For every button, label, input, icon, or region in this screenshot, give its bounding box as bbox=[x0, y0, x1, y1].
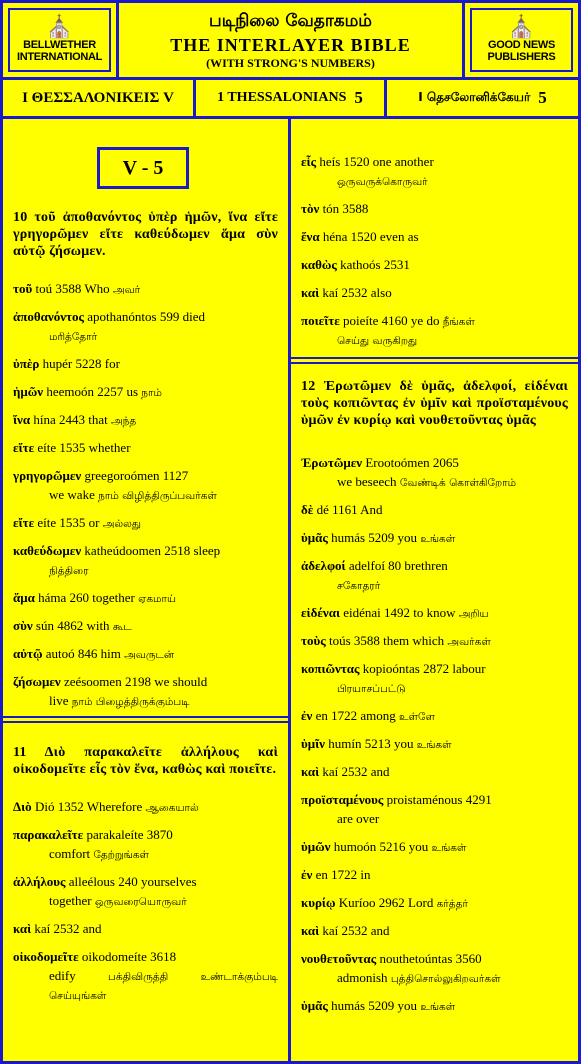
word-entry bbox=[301, 894, 568, 913]
divider bbox=[3, 721, 288, 723]
greek-word: τοῦ bbox=[13, 281, 33, 296]
word-entry bbox=[301, 735, 568, 754]
word-entry bbox=[301, 501, 568, 520]
gloss: we beseech bbox=[337, 474, 397, 489]
gloss-continuation bbox=[301, 172, 568, 191]
tamil-gloss: ஆகையால் bbox=[145, 802, 199, 814]
gloss: kopioóntas 2872 labour bbox=[362, 661, 486, 676]
word-entry bbox=[13, 673, 278, 711]
gloss: humás 5209 you bbox=[331, 998, 418, 1013]
tamil-gloss: அவருடன் bbox=[124, 649, 175, 661]
word-entry bbox=[13, 920, 278, 939]
tamil-gloss: உங்கள் bbox=[431, 842, 467, 854]
tamil-gloss: உங்கள் bbox=[416, 739, 452, 751]
tamil-gloss: அவர்கள் bbox=[447, 636, 491, 648]
gloss: adelfoí 80 brethren bbox=[348, 558, 448, 573]
tamil-gloss: மரித்தோர் bbox=[49, 331, 98, 343]
gloss: Kuríoo 2962 Lord bbox=[338, 895, 434, 910]
word-entry bbox=[301, 950, 568, 988]
greek-word: ἀδελφοί bbox=[301, 558, 346, 573]
gloss: toú 3588 Who bbox=[35, 281, 110, 296]
title-block bbox=[119, 3, 462, 77]
gloss: admonish bbox=[337, 970, 388, 985]
greek-word: εἴτε bbox=[13, 515, 35, 530]
right-column bbox=[291, 119, 578, 1061]
shepherd-icon: ⛪ bbox=[45, 15, 74, 40]
gloss-continuation bbox=[301, 679, 568, 698]
good-news-logo bbox=[465, 3, 578, 77]
greek-word: ποιεῖτε bbox=[301, 313, 340, 328]
word-entry bbox=[301, 604, 568, 623]
tamil-book-title: I தெசலோனிக்கேயர் bbox=[418, 90, 531, 104]
greek-word: νουθετοῦντας bbox=[301, 951, 377, 966]
word-entry bbox=[13, 308, 278, 346]
word-entry bbox=[301, 284, 568, 303]
greek-word: ἐν bbox=[301, 708, 313, 723]
greek-word: καὶ bbox=[13, 921, 32, 936]
gloss-continuation bbox=[301, 810, 568, 829]
gloss: edify bbox=[49, 968, 76, 983]
tamil-gloss: ஏகமாய் bbox=[138, 593, 176, 605]
greek-word: καὶ bbox=[301, 285, 320, 300]
gloss: oikodomeíte 3618 bbox=[81, 949, 177, 964]
gloss: apothanóntos 599 died bbox=[87, 309, 205, 324]
gloss: háma 260 together bbox=[38, 590, 135, 605]
greek-word: ἕνα bbox=[301, 229, 320, 244]
word-entry bbox=[13, 948, 278, 1005]
greek-word: καθὼς bbox=[301, 257, 337, 272]
gloss: humoón 5216 you bbox=[333, 839, 429, 854]
word-entry bbox=[301, 632, 568, 651]
tamil-gloss: உள்ளே bbox=[399, 711, 435, 723]
word-entry bbox=[13, 798, 278, 817]
tamil-gloss: செய்து வருகிறது bbox=[337, 335, 418, 347]
gloss-continuation bbox=[301, 576, 568, 595]
tamil-gloss: வேண்டிக் கொள்கிறோம் bbox=[399, 477, 517, 489]
word-entry bbox=[301, 707, 568, 726]
greek-word: Ἐρωτῶμεν bbox=[301, 455, 363, 470]
gloss: heís 1520 one another bbox=[319, 154, 434, 169]
word-entry bbox=[13, 617, 278, 636]
gloss: zeésoomen 2198 we should bbox=[63, 674, 208, 689]
word-entry bbox=[301, 763, 568, 782]
divider bbox=[291, 357, 578, 359]
gloss: hína 2443 that bbox=[33, 412, 108, 427]
gloss-continuation bbox=[13, 327, 278, 346]
word-entry bbox=[301, 228, 568, 247]
bellwether-logo bbox=[3, 3, 116, 77]
greek-word: εἴτε bbox=[13, 440, 35, 455]
tamil-gloss: தேற்றுங்கள் bbox=[93, 849, 150, 861]
gloss-continuation bbox=[301, 331, 568, 350]
word-entry bbox=[13, 467, 278, 505]
greek-word: ἵνα bbox=[13, 412, 31, 427]
greek-word: οἰκοδομεῖτε bbox=[13, 949, 79, 964]
greek-word: καθεύδωμεν bbox=[13, 543, 82, 558]
greek-word: ζήσωμεν bbox=[13, 674, 61, 689]
greek-word: Διὸ bbox=[13, 799, 32, 814]
word-entry bbox=[13, 645, 278, 664]
greek-word: ἡμῶν bbox=[13, 384, 44, 399]
gloss: parakaleíte 3870 bbox=[86, 827, 173, 842]
gloss: kaí 2532 also bbox=[322, 285, 392, 300]
gloss-continuation bbox=[13, 692, 278, 711]
divider bbox=[3, 716, 288, 718]
shepherd-icon: ⛪ bbox=[507, 15, 536, 40]
greek-word: ὑπὲρ bbox=[13, 356, 40, 371]
gloss: live bbox=[49, 693, 69, 708]
tamil-gloss: பிரயாசப்பட்டு bbox=[337, 683, 406, 695]
gloss: proistaménous 4291 bbox=[386, 792, 492, 807]
word-entry bbox=[13, 514, 278, 533]
gloss: are over bbox=[337, 811, 380, 826]
word-entry bbox=[301, 866, 568, 885]
greek-word: κοπιῶντας bbox=[301, 661, 360, 676]
greek-word: ὑμᾶς bbox=[301, 998, 328, 1013]
greek-word: εἷς bbox=[301, 154, 317, 169]
tamil-book-bar bbox=[387, 80, 578, 116]
greek-book-bar bbox=[3, 80, 193, 116]
greek-word: σὺν bbox=[13, 618, 33, 633]
greek-word: εἰδέναι bbox=[301, 605, 340, 620]
word-entry bbox=[13, 589, 278, 608]
gloss: alleélous 240 yourselves bbox=[68, 874, 197, 889]
greek-word: τὸν bbox=[301, 201, 320, 216]
greek-word: ὑμῶν bbox=[301, 839, 331, 854]
tamil-gloss: அறிய bbox=[458, 608, 489, 620]
tamil-chapter: 5 bbox=[538, 88, 547, 107]
greek-word: παρακαλεῖτε bbox=[13, 827, 84, 842]
tamil-gloss: அந்த bbox=[111, 415, 137, 427]
tamil-gloss: நித்திரை bbox=[49, 565, 89, 577]
word-entry bbox=[301, 557, 568, 595]
word-list bbox=[301, 454, 568, 1016]
gloss: humás 5209 you bbox=[331, 530, 418, 545]
word-entry bbox=[13, 873, 278, 911]
gloss: we wake bbox=[49, 487, 95, 502]
word-list bbox=[13, 798, 278, 1005]
tamil-gloss: கர்த்தர் bbox=[436, 898, 468, 910]
gloss-continuation bbox=[13, 845, 278, 864]
greek-book-title: I ΘΕΣΣΑΛΟΝΙΚΕΙΣ V bbox=[22, 89, 174, 106]
gloss: katheúdoomen 2518 sleep bbox=[84, 543, 221, 558]
word-entry bbox=[301, 256, 568, 275]
tamil-gloss: அல்லது bbox=[102, 518, 141, 530]
tamil-gloss: உங்கள் bbox=[420, 533, 456, 545]
greek-word: γρηγορῶμεν bbox=[13, 468, 82, 483]
gloss: kaí 2532 and bbox=[34, 921, 102, 936]
gloss: tón 3588 bbox=[322, 201, 369, 216]
greek-word: ὑμῖν bbox=[301, 736, 325, 751]
tamil-gloss: பக்திவிருத்தி உண்டாக்கும்படி செய்யுங்கள் bbox=[49, 971, 278, 1002]
greek-word: αὐτῷ bbox=[13, 646, 43, 661]
gloss-continuation bbox=[13, 967, 278, 1005]
logo-line: PUBLISHERS bbox=[487, 51, 556, 63]
tamil-gloss: சகோதரர் bbox=[337, 580, 381, 592]
tamil-gloss: புத்திசொல்லுகிறவர்கள் bbox=[390, 973, 501, 985]
gloss-continuation bbox=[13, 561, 278, 580]
word-entry bbox=[301, 312, 568, 350]
tamil-gloss: அவர் bbox=[112, 284, 141, 296]
word-entry bbox=[301, 529, 568, 548]
greek-word: δὲ bbox=[301, 502, 314, 517]
gloss: eidénai 1492 to know bbox=[343, 605, 456, 620]
word-entry bbox=[301, 454, 568, 492]
gloss: greegoroómen 1127 bbox=[84, 468, 189, 483]
gloss: sún 4862 with bbox=[35, 618, 110, 633]
greek-word: ὑμᾶς bbox=[301, 530, 328, 545]
word-entry bbox=[301, 997, 568, 1016]
divider bbox=[291, 362, 578, 364]
tamil-gloss: நாம் பிழைத்திருக்கும்படி bbox=[71, 696, 190, 708]
tamil-gloss: நீங்கள் bbox=[442, 316, 475, 328]
subtitle: (WITH STRONG'S NUMBERS) bbox=[206, 56, 375, 70]
gloss: poieíte 4160 ye do bbox=[343, 313, 440, 328]
logo-line: BELLWETHER bbox=[23, 39, 96, 51]
chapter-tag: V - 5 bbox=[97, 147, 189, 189]
gloss: heemoón 2257 us bbox=[46, 384, 139, 399]
gloss: humín 5213 you bbox=[328, 736, 414, 751]
word-entry bbox=[13, 383, 278, 402]
gloss: kaí 2532 and bbox=[322, 764, 390, 779]
logo-line: INTERNATIONAL bbox=[16, 51, 103, 63]
tamil-gloss: நாம் bbox=[141, 387, 162, 399]
gloss-continuation bbox=[13, 892, 278, 911]
gloss: héna 1520 even as bbox=[322, 229, 419, 244]
greek-word: ἅμα bbox=[13, 590, 35, 605]
word-list bbox=[301, 153, 568, 359]
gloss: dé 1161 And bbox=[316, 502, 383, 517]
gloss: Dió 1352 Wherefore bbox=[34, 799, 143, 814]
greek-word: ἀποθανόντος bbox=[13, 309, 85, 324]
word-entry bbox=[13, 826, 278, 864]
gloss: en 1722 in bbox=[315, 867, 371, 882]
greek-word: καὶ bbox=[301, 764, 320, 779]
gloss: hupér 5228 for bbox=[42, 356, 120, 371]
gloss-continuation bbox=[13, 486, 278, 505]
tamil-gloss: கூட bbox=[112, 621, 132, 633]
word-entry bbox=[301, 791, 568, 829]
verse-heading: 12 Ἐρωτῶμεν δὲ ὑμᾶς, ἀδελφοί, εἰδέναι τοὺς κοπιῶντας ἐν ὑμῖν καὶ προϊσταμένους ὑμῶν ἐν κυρίῳ καὶ νουθετοῦντας ὑμᾶς bbox=[301, 379, 568, 428]
greek-word: τοὺς bbox=[301, 633, 326, 648]
word-entry bbox=[301, 922, 568, 941]
word-list bbox=[13, 280, 278, 711]
greek-word: καὶ bbox=[301, 923, 320, 938]
gloss: nouthetoúntas 3560 bbox=[379, 951, 482, 966]
gloss: Erootoómen 2065 bbox=[365, 455, 459, 470]
greek-word: ἐν bbox=[301, 867, 313, 882]
verse-heading: 11 Διὸ παρακαλεῖτε ἀλλήλους καὶ οἰκοδομεῖτε εἷς τὸν ἕνα, καθὼς καὶ ποιεῖτε. bbox=[13, 745, 278, 777]
gloss-continuation bbox=[301, 473, 568, 492]
gloss: autoó 846 him bbox=[45, 646, 121, 661]
word-entry bbox=[301, 660, 568, 698]
title-english: THE INTERLAYER BIBLE bbox=[170, 35, 411, 55]
word-entry bbox=[13, 411, 278, 430]
english-chapter: 5 bbox=[354, 88, 363, 107]
gloss: eíte 1535 whether bbox=[37, 440, 131, 455]
tamil-gloss: ஒருவருக்கொருவர் bbox=[337, 176, 428, 188]
word-entry bbox=[13, 542, 278, 580]
word-entry bbox=[13, 355, 278, 374]
verse-10 bbox=[13, 209, 278, 720]
english-book-title: 1 THESSALONIANS bbox=[217, 90, 347, 105]
gloss: kaí 2532 and bbox=[322, 923, 390, 938]
word-entry bbox=[13, 439, 278, 458]
title-tamil: படிநிலை வேதாகமம் bbox=[209, 11, 372, 31]
logo-line: GOOD NEWS bbox=[488, 39, 555, 51]
gloss: eíte 1535 or bbox=[37, 515, 100, 530]
gloss: en 1722 among bbox=[315, 708, 396, 723]
greek-word: κυρίῳ bbox=[301, 895, 336, 910]
english-book-bar bbox=[196, 80, 384, 116]
tamil-gloss: உங்கள் bbox=[420, 1001, 456, 1013]
gloss: together bbox=[49, 893, 92, 908]
left-column bbox=[3, 119, 288, 1061]
word-entry bbox=[301, 153, 568, 191]
verse-12 bbox=[301, 378, 568, 1025]
gloss: toús 3588 them which bbox=[328, 633, 445, 648]
word-entry bbox=[13, 280, 278, 299]
word-entry bbox=[301, 200, 568, 219]
greek-word: ἀλλήλους bbox=[13, 874, 66, 889]
word-entry bbox=[301, 838, 568, 857]
tamil-gloss: ஒருவரையொருவர் bbox=[94, 896, 187, 908]
greek-word: προϊσταμένους bbox=[301, 792, 384, 807]
gloss: kathoós 2531 bbox=[340, 257, 410, 272]
verse-11 bbox=[13, 744, 278, 1014]
tamil-gloss: நாம் விழித்திருப்பவர்கள் bbox=[98, 490, 217, 502]
verse-heading: 10 τοῦ ἀποθανόντος ὑπὲρ ἡμῶν, ἵνα εἴτε γρηγορῶμεν εἴτε καθεύδωμεν ἅμα σὺν αὐτῷ ζήσωμεν. bbox=[13, 210, 278, 259]
gloss-continuation bbox=[301, 969, 568, 988]
gloss: comfort bbox=[49, 846, 91, 861]
